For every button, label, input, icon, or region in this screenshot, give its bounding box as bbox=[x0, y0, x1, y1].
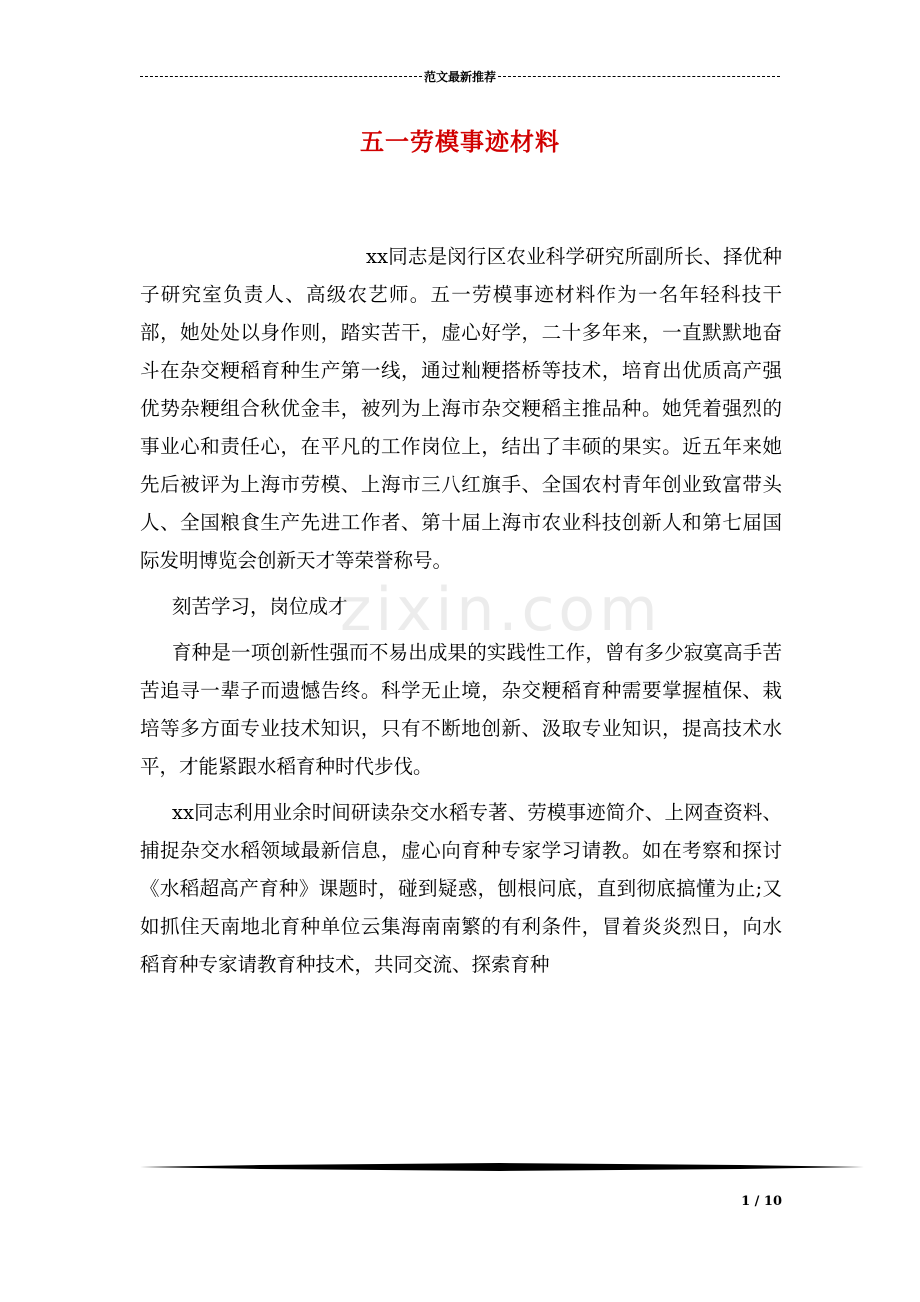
header-dash-left bbox=[140, 76, 422, 77]
paragraph-body: xx同志利用业余时间研读杂交水稻专著、劳模事迹简介、上网查资料、捕捉杂交水稻领域最新信息，虚心向育种专家学习请教。如在考察和探讨《水稻超高产育种》课题时，碰到疑惑，刨根问底，直到彻底搞懂为止;又如抓住天南地北育种单位云集海南南繁的有利条件，冒着炎炎烈日，向水稻育种专家请教育种技术，共同交流、探索育种 bbox=[140, 801, 782, 976]
header-label: 范文最新推荐 bbox=[424, 70, 497, 84]
document-title: 五一劳模事迹材料 bbox=[360, 127, 560, 156]
page-header bbox=[140, 68, 780, 85]
page-number: 1 / 10 bbox=[741, 1194, 782, 1209]
footer-rule bbox=[140, 1160, 864, 1174]
watermark: zixin.com bbox=[340, 575, 662, 645]
section-heading: 刻苦学习，岗位成才 bbox=[172, 595, 348, 618]
header-dash-right bbox=[498, 76, 780, 77]
paragraph-body: 育种是一项创新性强而不易出成果的实践性工作，曾有多少寂寞高手苦苦追寻一辈子而遗憾告终。科学无止境，杂交粳稻育种需要掌握植保、栽培等多方面专业技术知识，只有不断地创新、汲取专业知识，提高技术水平，才能紧跟水稻育种时代步伐。 bbox=[140, 641, 782, 778]
paragraph-intro: xx同志是闵行区农业科学研究所副所长、择优种子研究室负责人、高级农艺师。五一劳模事迹材料作为一名年轻科技干部，她处处以身作则，踏实苦干，虚心好学，二十多年来，一直默默地奋斗在杂交粳稻育种生产第一线，通过籼粳搭桥等技术，培育出优质高产强优势杂粳组合秋优金丰，被列为上海市杂交粳稻主推品种。她凭着强烈的事业心和责任心，在平凡的工作岗位上，结出了丰硕的果实。近五年来她先后被评为上海市劳模、上海市三八红旗手、全国农村青年创业致富带头人、全国粮食生产先进工作者、第十届上海市农业科技创新人和第七届国际发明博览会创新天才等荣誉称号。 bbox=[140, 245, 782, 572]
document-body bbox=[140, 238, 782, 984]
